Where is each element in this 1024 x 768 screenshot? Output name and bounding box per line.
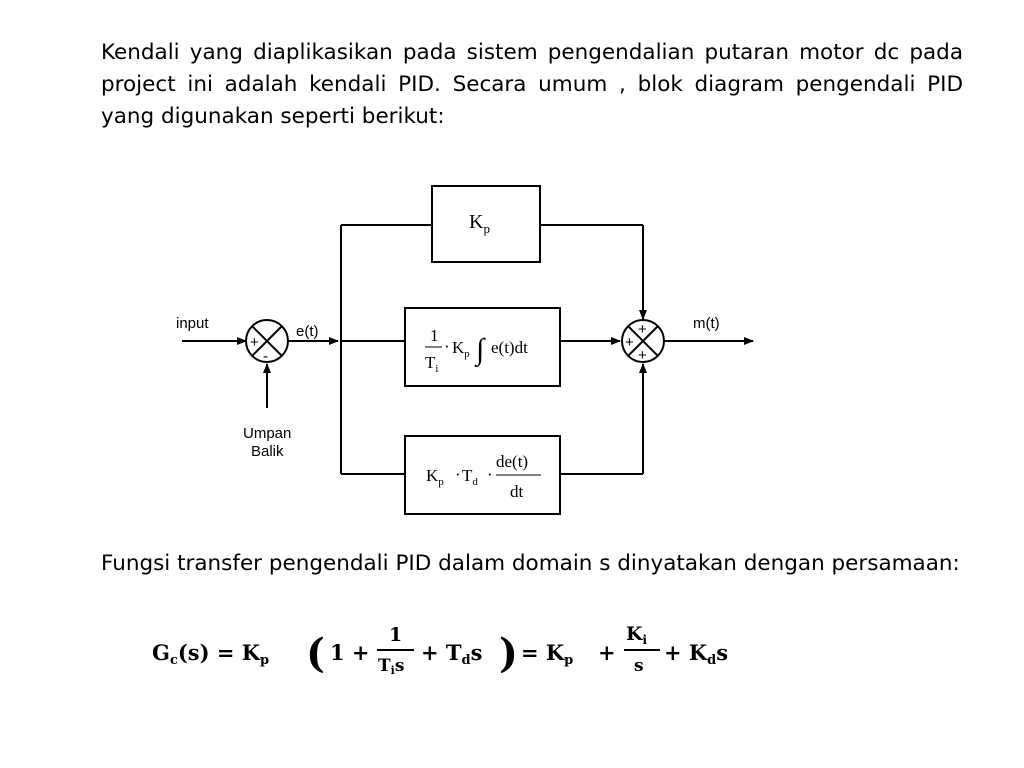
svg-text:+ Tds (421, 640, 482, 668)
output-label: m(t) (693, 315, 720, 332)
eq-ki-sub: i (642, 633, 648, 647)
svg-text:+ Kds (664, 640, 728, 668)
feedback-label-line1: Umpan (243, 425, 292, 442)
svg-text:= Kp (521, 640, 573, 668)
deriv-dot1: · (455, 465, 461, 484)
eq-equals-kp: = K (521, 640, 565, 665)
deriv-td: T (462, 466, 473, 485)
sum2-plus-top: + (638, 321, 647, 338)
deriv-dot2: · (487, 465, 493, 484)
eq-kd-s: s (716, 640, 729, 665)
eq-frac-den-sub: i (390, 664, 395, 677)
feedback-label-line2: Balik (251, 443, 284, 460)
eq-gc: G (152, 640, 170, 665)
transfer-function-paragraph: Fungsi transfer pengendali PID dalam domain s dinyatakan dengan persamaan: (101, 551, 960, 576)
eq-frac-den-t: T (378, 656, 391, 676)
sum2-plus-left: + (625, 334, 634, 351)
eq-frac-num: 1 (389, 624, 403, 646)
deriv-frac-num: de(t) (496, 452, 529, 471)
deriv-frac-den: dt (510, 482, 524, 501)
integral-frac-den-sub: i (435, 363, 439, 375)
eq-frac-den-s: s (394, 656, 405, 676)
eq-gc-sub: c (169, 653, 178, 668)
deriv-td-sub: d (472, 476, 478, 488)
eq-kd-sub: d (707, 653, 717, 668)
transfer-function-equation (152, 623, 728, 677)
integral-block (405, 308, 560, 386)
input-label: input (176, 315, 209, 332)
integral-gain: K (452, 338, 465, 357)
eq-one-plus: 1 + (330, 640, 370, 665)
integral-frac-num: 1 (430, 326, 439, 345)
eq-kp-sub-1: p (260, 653, 270, 668)
integral-sign: ∫ (476, 333, 485, 366)
eq-td-sub: d (461, 653, 471, 668)
eq-open-paren: ( (306, 630, 325, 677)
eq-gc-arg: (s) = K (177, 640, 261, 665)
eq-kp-sub-2: p (564, 653, 574, 668)
svg-text:Tis (378, 656, 404, 677)
integral-gain-sub: p (464, 348, 470, 360)
integral-frac-den: T (425, 353, 436, 372)
integral-dot: · (444, 337, 450, 356)
kp-main: K (469, 211, 484, 233)
proportional-block (432, 186, 540, 262)
eq-ki: K (626, 623, 643, 645)
eq-plus-td: + T (421, 640, 462, 665)
deriv-gain-sub: p (438, 476, 444, 488)
eq-plus-kd: + K (664, 640, 708, 665)
error-summing-junction (246, 320, 288, 365)
sum2-plus-bottom: + (638, 347, 647, 364)
output-summing-junction (622, 320, 664, 364)
sum1-plus-sign: + (250, 334, 259, 351)
eq-td-s: s (470, 640, 483, 665)
eq-plus: + (598, 640, 616, 665)
eq-close-paren: ) (499, 630, 518, 677)
svg-text:Gc(s) = Kp (152, 640, 269, 668)
error-signal-label: e(t) (296, 323, 319, 340)
sum1-minus-sign: - (263, 348, 268, 365)
svg-text:Ki (626, 623, 648, 647)
derivative-block (405, 436, 560, 514)
integrand: e(t)dt (491, 338, 528, 357)
eq-ki-den: s (634, 656, 644, 676)
kp-sub: p (483, 221, 490, 236)
intro-paragraph: Kendali yang diaplikasikan pada sistem pengendalian putaran motor dc pada project ini adalah kendali PID. Secara umum , blok diagram pengendali PID yang digunakan seperti berikut: (101, 40, 963, 129)
deriv-gain: K (426, 466, 439, 485)
